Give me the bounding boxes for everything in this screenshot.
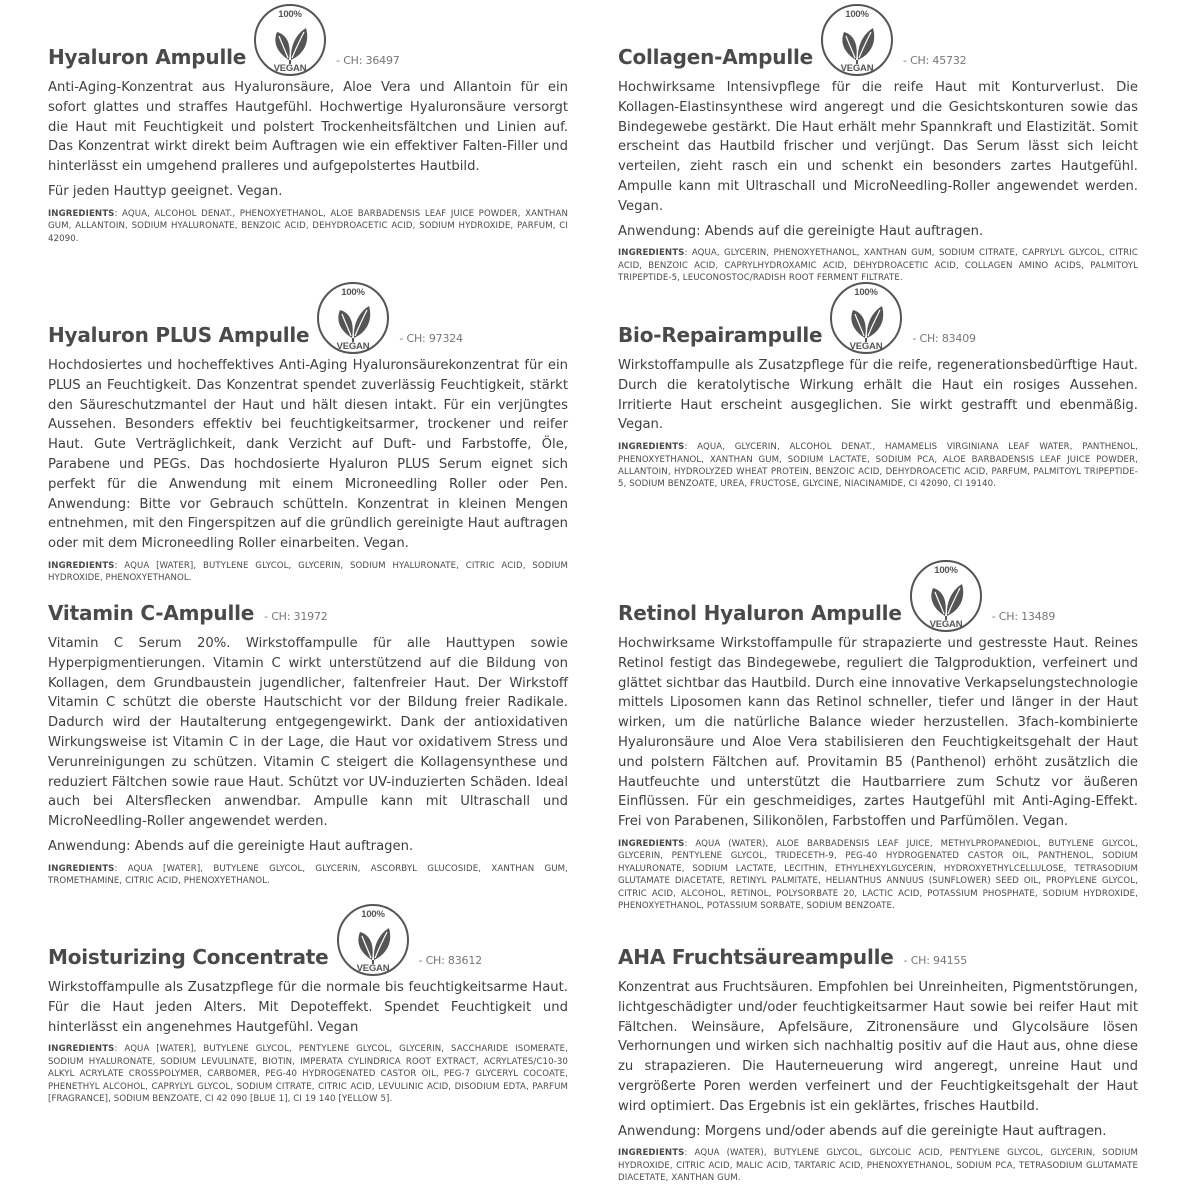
ingredients-label: INGREDIENTS [618, 838, 685, 849]
product-title [618, 2, 966, 74]
ingredients-label: INGREDIENTS [48, 560, 115, 571]
product-ingredients [48, 1043, 568, 1105]
product-header [48, 287, 568, 352]
product-ingredients [48, 208, 568, 245]
ingredients-list: : AQUA [WATER], BUTYLENE GLYCOL, PENTYLENE GLYCOL, GLYCERIN, SACCHARIDE ISOMERATE, SODIUM HYALURONATE, SODIUM LEVULINATE, BIOTIN, IMPERATA CYLINDRICA ROOT EXTRACT, ACRYLATES/C10-30 ALKYL ACRYLATE CROSSPOLYMER, CARBOMER, PEG-40 HYDROGENATED CASTOR OIL, PEG-7 GLYCERYL COCOATE, PHENETHYL ALCOHOL, CAPRYLYL GLYCOL, SODIUM CITRATE, CITRIC ACID, LEVULINIC ACID, DISODIUM EDTA, PARFUM [FRAGRANCE], SODIUM BENZOATE, CI 42 090 [BLUE 1], CI 19 140 [YELLOW 5]. [48, 1044, 568, 1105]
product-title [48, 2, 400, 74]
vegan-badge-graphic [819, 2, 895, 78]
product-hyaluron-plus-ampulle [48, 287, 568, 585]
product-name: Hyaluron PLUS Ampulle [48, 323, 310, 347]
product-name: Vitamin C-Ampulle [48, 601, 255, 625]
product-application: Anwendung: Morgens und/oder abends auf die gereinigte Haut auftragen. [618, 1123, 1107, 1139]
product-ingredients [618, 838, 1138, 912]
product-ingredients [48, 560, 568, 585]
product-application: Anwendung: Abends auf die gereinigte Haut auftragen. [48, 838, 414, 854]
product-description: Hochdosiertes und hocheffektives Anti-Aging Hyaluronsäurekonzentrat für ein PLUS an Feuchtigkeit. Das Konzentrat spendet zuverlässig Feuchtigkeit, stärkt den Säureschutzmantel der Haut und hält diesen intakt. Für ein verjüngtes Aussehen. Besonders effektiv bei feuchtigkeitsarmer, trockener und reifer Haut. Gute Verträglichkeit, dank Verzicht auf Duft- und Farbstoffe, Öle, Parabene und PEGs. Das hochdosierte Hyaluron PLUS Serum eignet sich perfekt für die Anwendung mit einem Microneedling Roller oder Pen. Anwendung: Bitte vor Gebrauch schütteln. Konzentrat in kleinen Mengen entnehmen, mit den Fingerspitzen auf die gründlich gereinigte Haut auftragen oder mit dem Microneedling Roller einarbeiten. Vegan. [48, 358, 568, 552]
product-hyaluron-ampulle [48, 9, 568, 245]
svg-text:100%: 100% [933, 565, 958, 576]
vegan-badge-graphic [828, 280, 904, 356]
product-name: Bio-Repairampulle [618, 323, 823, 347]
product-header [48, 596, 568, 630]
ingredients-label: INGREDIENTS [618, 442, 685, 453]
vegan-badge-graphic [335, 902, 411, 978]
product-name: Retinol Hyaluron Ampulle [618, 601, 902, 625]
product-collagen-ampulle [618, 9, 1138, 285]
svg-text:100%: 100% [341, 287, 366, 298]
svg-text:VEGAN: VEGAN [850, 341, 883, 352]
svg-text:VEGAN: VEGAN [337, 341, 370, 352]
product-aha-fruchtsaeureampulle [618, 940, 1138, 1185]
product-description: Wirkstoffampulle als Zusatzpflege für die reife, regenerationsbedürftige Haut. Durch die keratolytische Wirkung erhält die Haut ein rosiges Aussehen. Irritierte Haut erscheint ausgeglichen. Sie wirkt gestrafft und ebenmäßig. Vegan. [618, 358, 1138, 433]
product-description: Vitamin C Serum 20%. Wirkstoffampulle für alle Hauttypen sowie Hyperpigmentierungen. Vitamin C wirkt unterstützend auf die Bildung von Kollagen, dem Grundbaustein jugendlicher, faltenfreier Haut. Der Wirkstoff Vitamin C schützt die oberste Hautschicht vor der Bildung freier Radikale. Dadurch wird der Hautalterung entgegengewirkt. Dank der antioxidativen Wirkungsweise ist Vitamin C in der Lage, die Haut vor oxidativem Stress und Verunreinigungen zu schützen. Vitamin C steigert die Kollagensynthese und reduziert Fältchen sowie raue Haut. Schützt vor UV-induzierten Schäden. Ideal auch bei Altersflecken anwendbar. Ampulle kann mit Ultraschall und MicroNeedling-Roller angewendet werden. [48, 636, 568, 830]
product-retinol-hyaluron-ampulle [618, 565, 1138, 912]
vegan-badge [335, 902, 411, 978]
product-header [618, 940, 1138, 974]
ingredients-list: : AQUA [WATER], BUTYLENE GLYCOL, GLYCERIN, ASCORBYL GLUCOSIDE, XANTHAN GUM, TROMETHAMINE, CITRIC ACID, PHENOXYETHANOL. [48, 863, 568, 887]
svg-text:VEGAN: VEGAN [356, 963, 389, 974]
svg-text:100%: 100% [278, 9, 302, 20]
svg-text:100%: 100% [854, 287, 879, 298]
vegan-badge-graphic [315, 280, 391, 356]
svg-text:100%: 100% [845, 9, 869, 20]
product-header [48, 909, 568, 974]
batch-number: - CH: 45732 [903, 54, 967, 67]
product-title [618, 944, 967, 974]
batch-number: - CH: 94155 [903, 954, 968, 967]
batch-number: - CH: 83409 [912, 332, 976, 345]
product-application: Anwendung: Abends auf die gereinigte Haut auftragen. [618, 223, 984, 239]
svg-text:VEGAN: VEGAN [273, 63, 307, 74]
ingredients-list: : AQUA [WATER], BUTYLENE GLYCOL, GLYCERIN, SODIUM HYALURONATE, CITRIC ACID, SODIUM HYDROXIDE, PHENOXYETHANOL. [48, 560, 568, 584]
ingredients-label: INGREDIENTS [618, 248, 685, 259]
product-bio-repairampulle [618, 287, 1138, 491]
product-ingredients [48, 863, 568, 888]
product-header [618, 565, 1138, 630]
ingredients-list: : AQUA, GLYCERIN, PHENOXYETHANOL, XANTHAN GUM, SODIUM CITRATE, CAPRYLYL GLYCOL, CITRIC ACID, BENZOIC ACID, CAPRYLHYDROXAMIC ACID, DEHYDROACETIC ACID, COLLAGEN AMINO ACIDS, PALMITOYL TRIPEPTIDE-5, LEUCONOSTOC/RADISH ROOT FERMENT FILTRATE. [618, 248, 1138, 284]
product-vitamin-c-ampulle [48, 596, 568, 888]
ingredients-label: INGREDIENTS [618, 1148, 685, 1159]
vegan-badge-graphic [252, 2, 328, 78]
vegan-badge-graphic [908, 558, 984, 634]
product-description: Hochwirksame Wirkstoffampulle für strapazierte und gestresste Haut. Reines Retinol festigt das Bindegewebe, reguliert die Talgproduktion, verfeinert und glättet sichtbar das Hautbild. Durch eine innovative Verkapselungstechnologie mittels Liposomen kann das Retinol schneller, tiefer und länger in der Haut wirken, um die natürliche Balance wieder herzustellen. 3fach-kombinierte Hyaluronsäure und Aloe Vera stabilisieren den Feuchtigkeitsgehalt der Haut und polstern Fältchen auf. Provitamin B5 (Panthenol) erhöht zusätzlich die Hautfeuchte und unterstützt die Hautbarriere zum Schutz vor äußeren Einflüssen. Für ein geschmeidiges, zartes Hautgefühl mit Anti-Aging-Effekt. Frei von Parabenen, Silikonölen, Farbstoffen und Parfümölen. Vegan. [618, 636, 1138, 830]
ingredients-label: INGREDIENTS [48, 1044, 115, 1055]
product-header [48, 9, 568, 74]
product-description: Wirkstoffampulle als Zusatzpflege für die normale bis feuchtigkeitsarme Haut. Für die Haut jeden Alters. Mit Depoteffekt. Spendet Feuchtigkeit und hinterlässt ein angenehmes Hautgefühl. Vegan [48, 980, 568, 1035]
product-title [618, 558, 1055, 630]
product-description: Anti-Aging-Konzentrat aus Hyaluronsäure, Aloe Vera und Allantoin für ein sofort glattes und straffes Hautgefühl. Hochwertige Hyaluronsäure versorgt die Haut mit Feuchtigkeit und polstert Trockenheitsfältchen und Linien auf. Das Konzentrat wirkt direkt beim Auftragen wie ein effektiver Falten-Filler und hinterlässt ein umgehend pralleres und aufgepolstertes Hautbild. [48, 80, 568, 175]
batch-number: - CH: 13489 [991, 610, 1056, 623]
vegan-badge [908, 558, 984, 634]
batch-number: - CH: 97324 [399, 332, 463, 345]
product-name: AHA Fruchtsäureampulle [618, 945, 894, 969]
product-title [48, 600, 328, 630]
ingredients-list: : AQUA, ALCOHOL DENAT., PHENOXYETHANOL, ALOE BARBADENSIS LEAF JUICE POWDER, XANTHAN GUM, ALLANTOIN, SODIUM HYALURONATE, BENZOIC ACID, DEHYDROACETIC ACID, SODIUM HYDROXIDE, PARFUM, CI 42090. [48, 208, 568, 244]
batch-number: - CH: 36497 [336, 54, 400, 67]
product-header [618, 287, 1138, 352]
vegan-badge [819, 2, 895, 78]
vegan-badge [252, 2, 328, 78]
product-ingredients [618, 441, 1138, 491]
svg-text:100%: 100% [360, 909, 385, 920]
batch-number: - CH: 83612 [418, 954, 482, 967]
svg-text:VEGAN: VEGAN [840, 63, 874, 74]
product-name: Hyaluron Ampulle [48, 45, 247, 69]
product-header [618, 9, 1138, 74]
vegan-badge [828, 280, 904, 356]
ingredients-list: : AQUA (WATER), BUTYLENE GLYCOL, GLYCOLIC ACID, PENTYLENE GLYCOL, GLYCERIN, SODIUM HYDROXIDE, CITRIC ACID, MALIC ACID, TARTARIC ACID, PHENOXYETHANOL, SODIUM PCA, TETRASODIUM GLUTAMATE DIACETATE, XANTHAN GUM. [618, 1148, 1138, 1184]
product-ingredients [618, 247, 1138, 284]
product-name: Collagen-Ampulle [618, 45, 813, 69]
ingredients-list: : AQUA (WATER), ALOE BARBADENSIS LEAF JUICE, METHYLPROPANEDIOL, BUTYLENE GLYCOL, GLYCERIN, PENTYLENE GLYCOL, TRIDECETH-9, PEG-40 HYDROGENATED CASTOR OIL, PANTHENOL, SODIUM HYALURONATE, SODIUM LACTATE, LECITHIN, ETHYLHEXYLGLYCERIN, HYDROXYETHYLCELLULOSE, TETRASODIUM GLUTAMATE DIACETATE, RETINYL PALMITATE, HELIANTHUS ANNUUS (SUNFLOWER) SEED OIL, PROPYLENE GLYCOL, CITRIC ACID, ALCOHOL, RETINOL, POLYSORBATE 20, LACTIC ACID, POTASSIUM PHOSPHATE, SODIUM HYDROXIDE, PHENOXYETHANOL, POTASSIUM SORBATE, SODIUM BENZOATE. [618, 838, 1138, 911]
product-title [48, 902, 482, 974]
product-title [48, 280, 463, 352]
svg-text:VEGAN: VEGAN [929, 619, 963, 630]
product-description: Konzentrat aus Fruchtsäuren. Empfohlen bei Unreinheiten, Pigmentstörungen, lichtgeschädigter und/oder feuchtigkeitsarmer Haut sowie bei reifer Haut mit Fältchen. Weinsäure, Apfelsäure, Zitronensäure und Glycolsäure lösen Verhornungen und wirken sich nachhaltig positiv auf die Haut aus, ohne diese zu strapazieren. Die Hauterneuerung wird angeregt, unreine Haut und vergrößerte Poren werden verfeinert und der Feuchtigkeitsgehalt der Haut wird optimiert. Das Ergebnis ist ein geklärtes, frisches Hautbild. [618, 980, 1138, 1114]
ingredients-label: INGREDIENTS [48, 863, 115, 874]
product-application: Für jeden Hauttyp geeignet. Vegan. [48, 183, 283, 199]
ingredients-list: : AQUA, GLYCERIN, ALCOHOL DENAT., HAMAMELIS VIRGINIANA LEAF WATER, PANTHENOL, PHENOXYETHANOL, XANTHAN GUM, SODIUM LACTATE, SODIUM PCA, ALOE BARBADENSIS LEAF JUICE POWDER, ALLANTOIN, HYDROLYZED WHEAT PROTEIN, BENZOIC ACID, DEHYDROACETIC ACID, PARFUM, PALMITOYL TRIPEPTIDE-5, SODIUM BENZOATE, UREA, FRUCTOSE, GLYCINE, NIACINAMIDE, CI 42090, CI 19140. [618, 442, 1138, 490]
batch-number: - CH: 31972 [264, 610, 328, 623]
product-moisturizing-concentrate [48, 909, 568, 1105]
product-description: Hochwirksame Intensivpflege für die reife Haut mit Konturverlust. Die Kollagen-Elastinsynthese wird angeregt und die Gesichtskonturen sowie das Bindegewebe gestärkt. Die Haut erhält mehr Spannkraft und Elastizität. Somit erscheint das Hautbild frischer und verjüngt. Das Serum lässt sich leicht verteilen, zieht rasch ein und schenkt ein besonders zartes Hautgefühl. Ampulle kann mit Ultraschall und MicroNeedling-Roller angewendet werden. Vegan. [618, 80, 1138, 214]
ingredients-label: INGREDIENTS [48, 208, 115, 219]
product-ingredients [618, 1147, 1138, 1184]
product-title [618, 280, 976, 352]
vegan-badge [315, 280, 391, 356]
product-name: Moisturizing Concentrate [48, 945, 329, 969]
